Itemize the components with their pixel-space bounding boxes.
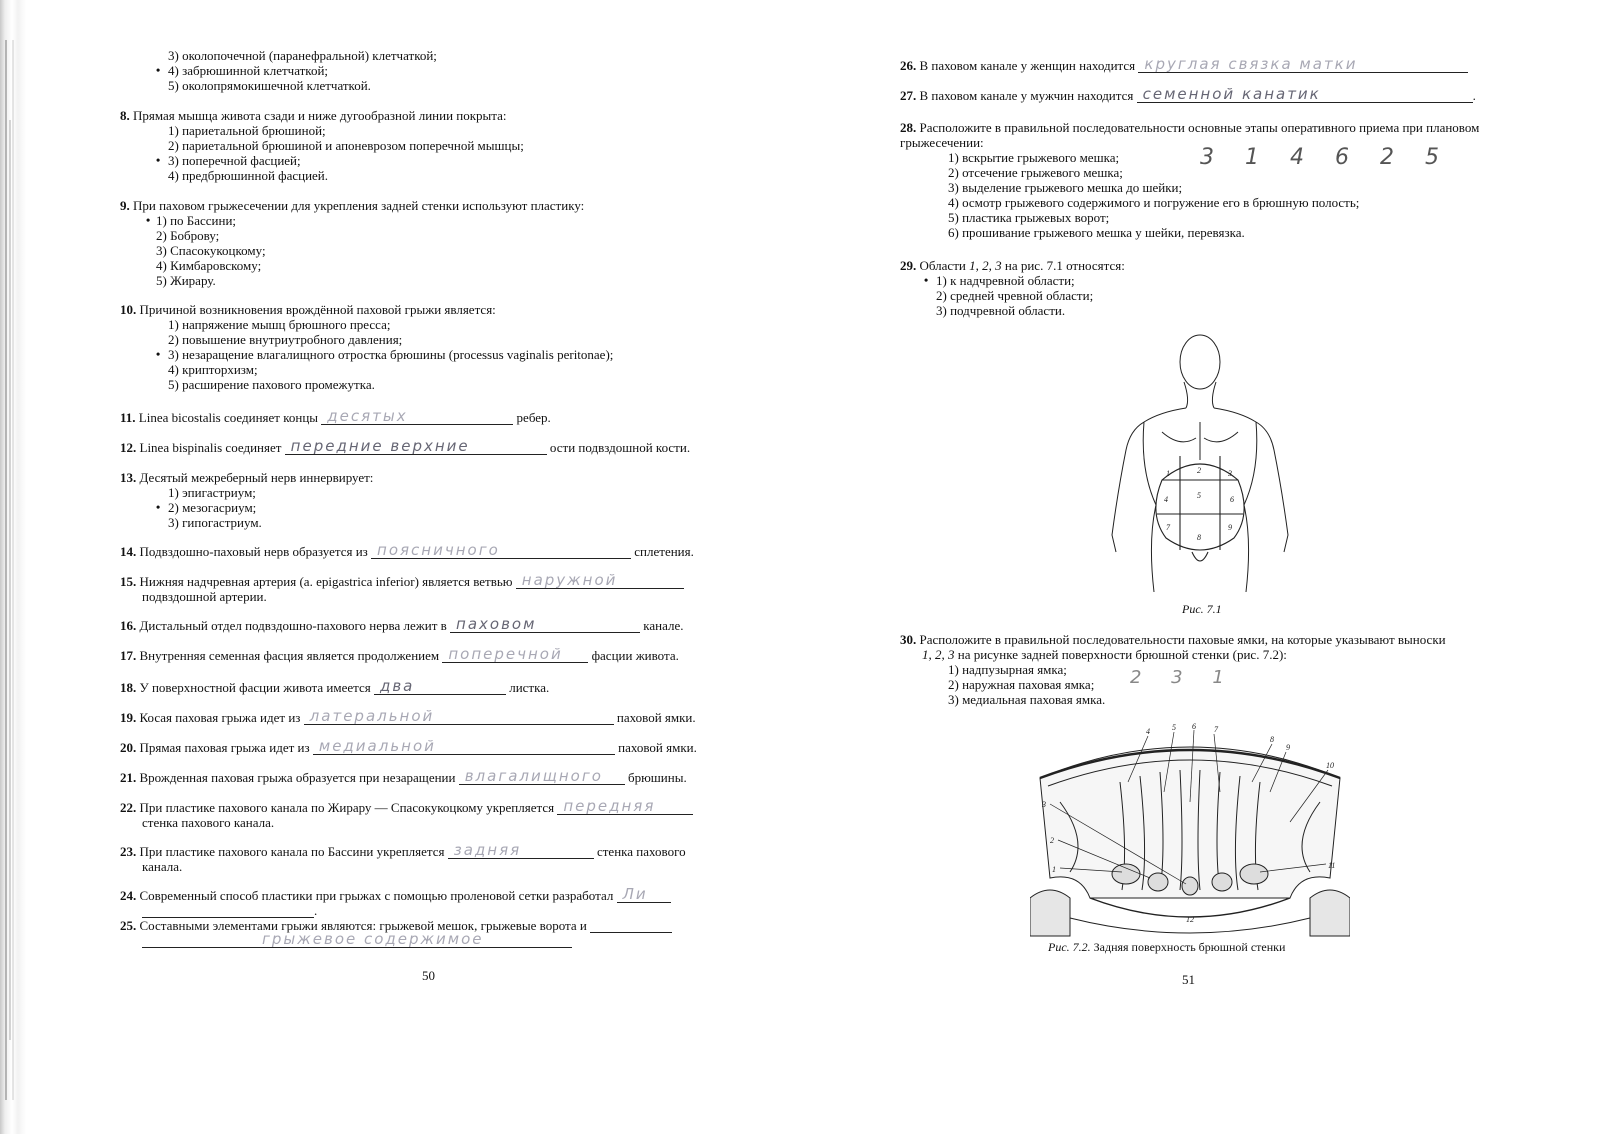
q26-answer-field[interactable]: круглая связка матки — [1138, 58, 1468, 73]
q7-option-4: • 4) забрюшинной клетчаткой; — [156, 63, 329, 78]
question-25: 25. Составными элементами грыжи являются: грыжевой мешок, грыжевые ворота и грыжевое содержимое — [120, 918, 760, 948]
q10-option-3: • 3) незаращение влагалищного отростка брюшины (processus vaginalis peritonae); — [156, 347, 614, 362]
right-page — [900, 0, 1540, 1134]
q29-option-2: 2) средней чревной области; — [936, 288, 1094, 303]
question-9: 9. При паховом грыжесечении для укрепления задней стенки используют пластику: • 1) по Бассини; 2) Боброву; 3) Спасокукоцкому; 4) Кимбаровскому; 5) Жирару. — [120, 198, 760, 288]
q21-answer-field[interactable]: влагалищного — [459, 770, 625, 785]
q8-text: Прямая мышца живота сзади и ниже дугообразной линии покрыта: — [133, 108, 507, 123]
q7-options — [120, 48, 760, 93]
question-22: 22. При пластике пахового канала по Жирару — Спасокукоцкому укрепляется передняя стенка пахового канала. — [120, 800, 760, 830]
q23-continuation: канала. — [142, 859, 183, 874]
q28-option-3: 3) выделение грыжевого мешка до шейки; — [948, 180, 1183, 195]
question-10: 10. Причиной возникновения врождённой паховой грыжи является: 1) напряжение мышц брюшного пресса; 2) повышение внутриутробного давления; • 3) незаращение влагалищного отростка брюшины (processus vaginalis peritonae); 4) крипторхизм; 5) расширение пахового промежутка. — [120, 302, 760, 392]
figure-7-1-torso — [1100, 330, 1300, 600]
fig72-label-10: 10 — [1326, 761, 1334, 770]
q9-option-4: 4) Кимбаровскому; — [156, 258, 262, 273]
fig71-label-2: 2 — [1197, 466, 1201, 475]
binding-shadow-lines — [4, 40, 16, 1100]
question-28: 28. Расположите в правильной последовательности основные этапы оперативного приема при плановом грыжесечении: 1) вскрытие грыжевого мешка; 2) отсечение грыжевого мешка; 3) выделение грыжевого мешка до шейки; 4) осмотр грыжевого содержимого и погружение его в брюшную полость; 5) пластика грыжевых ворот; 6) прошивание грыжевого мешка у шейки, перевязка. — [900, 120, 1490, 240]
q29-option-3: 3) подчревной области. — [936, 303, 1066, 318]
q28-option-5: 5) пластика грыжевых ворот; — [948, 210, 1110, 225]
fig71-label-6: 6 — [1230, 495, 1234, 504]
q13-option-1: 1) эпигастриум; — [168, 485, 256, 500]
q23-answer-field[interactable]: задняя — [448, 844, 594, 859]
q10-option-4: 4) крипторхизм; — [168, 362, 258, 377]
fig72-label-11: 11 — [1328, 861, 1336, 870]
fig72-label-8: 8 — [1270, 735, 1274, 744]
q13-option-2: • 2) мезогасриум; — [156, 500, 257, 515]
question-12: 12. Linea bispinalis соединяет передние верхние ости подвздошной кости. — [120, 437, 691, 455]
q22-answer-field[interactable]: передняя — [557, 800, 693, 815]
figure-7-2-abdominal-wall — [1030, 722, 1350, 938]
question-26: 26. В паховом канале у женщин находится круглая связка матки — [900, 58, 1540, 73]
figure-7-2-caption: Рис. 7.2. Задняя поверхность брюшной стенки — [1048, 940, 1286, 954]
q16-answer-field[interactable]: паховом — [450, 618, 640, 633]
q12-answer-field[interactable]: передние верхние — [285, 440, 547, 455]
fig72-label-7: 7 — [1214, 725, 1218, 734]
q27-answer-field[interactable]: семенной канатик — [1137, 88, 1473, 103]
q15-answer-field[interactable]: наружной — [516, 574, 684, 589]
q8-option-1: 1) париетальной брюшиной; — [168, 123, 326, 138]
q28-option-1: 1) вскрытие грыжевого мешка; — [948, 150, 1120, 165]
question-14: 14. Подвздошно-паховый нерв образуется из поясничного сплетения. — [120, 541, 694, 559]
q15-continuation: подвздошной артерии. — [142, 589, 267, 604]
q28-handwritten-answer: 3 1 4 6 2 5 — [1200, 145, 1451, 170]
q28-option-2: 2) отсечение грыжевого мешка; — [948, 165, 1123, 180]
q9-text: При паховом грыжесечении для укрепления задней стенки используют пластику: — [133, 198, 585, 213]
q7-option-3: 3) околопочечной (паранефральной) клетчаткой; — [168, 48, 437, 63]
q9-option-1: • 1) по Бассини; — [146, 213, 237, 228]
fig72-label-12: 12 — [1186, 915, 1194, 924]
q30-option-1: 1) надпузырная ямка; — [948, 662, 1067, 677]
fig71-label-8: 8 — [1197, 533, 1201, 542]
fig71-region-labels — [1164, 466, 1234, 542]
question-18: 18. У поверхностной фасции живота имеется два листка. — [120, 677, 550, 695]
q18-answer-field[interactable]: два — [374, 680, 506, 695]
q13-text: Десятый межреберный нерв иннервирует: — [139, 470, 374, 485]
q30-option-2: 2) наружная паховая ямка; — [948, 677, 1095, 692]
fig72-label-6: 6 — [1192, 722, 1196, 731]
page-number-right: 51 — [1182, 972, 1195, 987]
page-number-left: 50 — [422, 968, 435, 983]
q9-option-2: 2) Боброву; — [156, 228, 220, 243]
q9-option-5: 5) Жирару. — [156, 273, 216, 288]
q10-text: Причиной возникновения врождённой паховой грыжи является: — [139, 302, 496, 317]
question-8: 8. Прямая мышца живота сзади и ниже дугообразной линии покрыта: 1) париетальной брюшиной; 2) париетальной брюшиной и апоневрозом поперечной мышцы; • 3) поперечной фасцией; 4) предбрюшинной фасцией. — [120, 108, 760, 183]
q13-option-3: 3) гипогастриум. — [168, 515, 262, 530]
q30-option-3: 3) медиальная паховая ямка. — [948, 692, 1106, 707]
q8-option-4: 4) предбрюшинной фасцией. — [168, 168, 329, 183]
question-29: 29. Области 1, 2, 3 на рис. 7.1 относятся: • 1) к надчревной области; 2) средней чревной области; 3) подчревной области. — [900, 258, 1540, 318]
fig71-label-1: 1 — [1166, 469, 1170, 478]
fig71-label-5: 5 — [1197, 491, 1201, 500]
fig72-label-2: 2 — [1050, 836, 1054, 845]
question-23: 23. При пластике пахового канала по Бассини укрепляется задняя стенка пахового канала. — [120, 844, 760, 874]
fig72-label-1: 1 — [1052, 865, 1056, 874]
q22-continuation: стенка пахового канала. — [142, 815, 275, 830]
q10-option-2: 2) повышение внутриутробного давления; — [168, 332, 403, 347]
fig72-label-3: 3 — [1042, 800, 1046, 809]
q29-option-1: • 1) к надчревной области; — [924, 273, 1075, 288]
question-15: 15. Нижняя надчревная артерия (a. epigastrica inferior) является ветвью наружной подвздошной артерии. — [120, 574, 760, 604]
q24-answer-field-2[interactable] — [142, 903, 314, 918]
q28-option-4: 4) осмотр грыжевого содержимого и погружение его в брюшную полость; — [948, 195, 1360, 210]
q20-answer-field[interactable]: медиальной — [313, 740, 615, 755]
q10-option-5: 5) расширение пахового промежутка. — [168, 377, 375, 392]
q14-answer-field[interactable]: поясничного — [371, 544, 631, 559]
q30-handwritten-answer: 2 3 1 — [1130, 667, 1236, 688]
question-17: 17. Внутренняя семенная фасция является продолжением поперечной фасции живота. — [120, 645, 679, 663]
q25-answer-field[interactable] — [590, 918, 672, 933]
question-11: 11. Linea bicostalis соединяет концы десятых ребер. — [120, 407, 551, 425]
fig71-label-3: 3 — [1228, 469, 1232, 478]
fig71-label-9: 9 — [1228, 523, 1232, 532]
q10-option-1: 1) напряжение мышц брюшного пресса; — [168, 317, 391, 332]
q8-option-2: 2) париетальной брюшиной и апоневрозом поперечной мышцы; — [168, 138, 524, 153]
question-19: 19. Косая паховая грыжа идет из латеральной паховой ямки. — [120, 707, 696, 725]
q9-option-3: 3) Спасокукоцкому; — [156, 243, 266, 258]
fig72-label-4: 4 — [1146, 727, 1150, 736]
figure-7-1-caption: Рис. 7.1 — [1182, 602, 1222, 616]
q8-option-3: • 3) поперечной фасцией; — [156, 153, 301, 168]
q25-answer-field-2[interactable]: грыжевое содержимое — [142, 933, 572, 948]
question-20: 20. Прямая паховая грыжа идет из медиальной паховой ямки. — [120, 737, 697, 755]
q11-answer-field[interactable]: десятых — [321, 410, 513, 425]
q17-answer-field[interactable]: поперечной — [442, 648, 588, 663]
question-27: 27. В паховом канале у мужчин находится семенной канатик . — [900, 85, 1476, 103]
q28-text: Расположите в правильной последовательности основные этапы оперативного приема при плановом грыжесечении: — [900, 120, 1480, 150]
fig72-label-9: 9 — [1286, 743, 1290, 752]
q19-answer-field[interactable]: латеральной — [304, 710, 614, 725]
left-page — [120, 0, 760, 1134]
q28-option-6: 6) прошивание грыжевого мешка у шейки, перевязка. — [948, 225, 1245, 240]
fig71-label-4: 4 — [1164, 495, 1168, 504]
q24-answer-field[interactable]: Ли — [617, 888, 671, 903]
q7-option-5: 5) околопрямокишечной клетчаткой. — [168, 78, 371, 93]
fig71-label-7: 7 — [1166, 523, 1170, 532]
question-30: 30. Расположите в правильной последовательности паховые ямки, на которые указывают выноски 1, 2, 3 на рисунке задней поверхности брюшной стенки (рис. 7.2): 1) надпузырная ямка; 2) наружная паховая ямка; 3) медиальная паховая ямка. — [900, 632, 1500, 707]
question-21: 21. Врожденная паховая грыжа образуется при незаращении влагалищного брюшины. — [120, 767, 687, 785]
question-13: 13. Десятый межреберный нерв иннервирует: 1) эпигастриум; • 2) мезогасриум; 3) гипогастриум. — [120, 470, 760, 530]
question-24: 24. Современный способ пластики при грыжах с помощью проленовой сетки разработал Ли . — [120, 888, 760, 918]
fig72-label-5: 5 — [1172, 723, 1176, 732]
question-16: 16. Дистальный отдел подвздошно-пахового нерва лежит в паховом канале. — [120, 615, 684, 633]
